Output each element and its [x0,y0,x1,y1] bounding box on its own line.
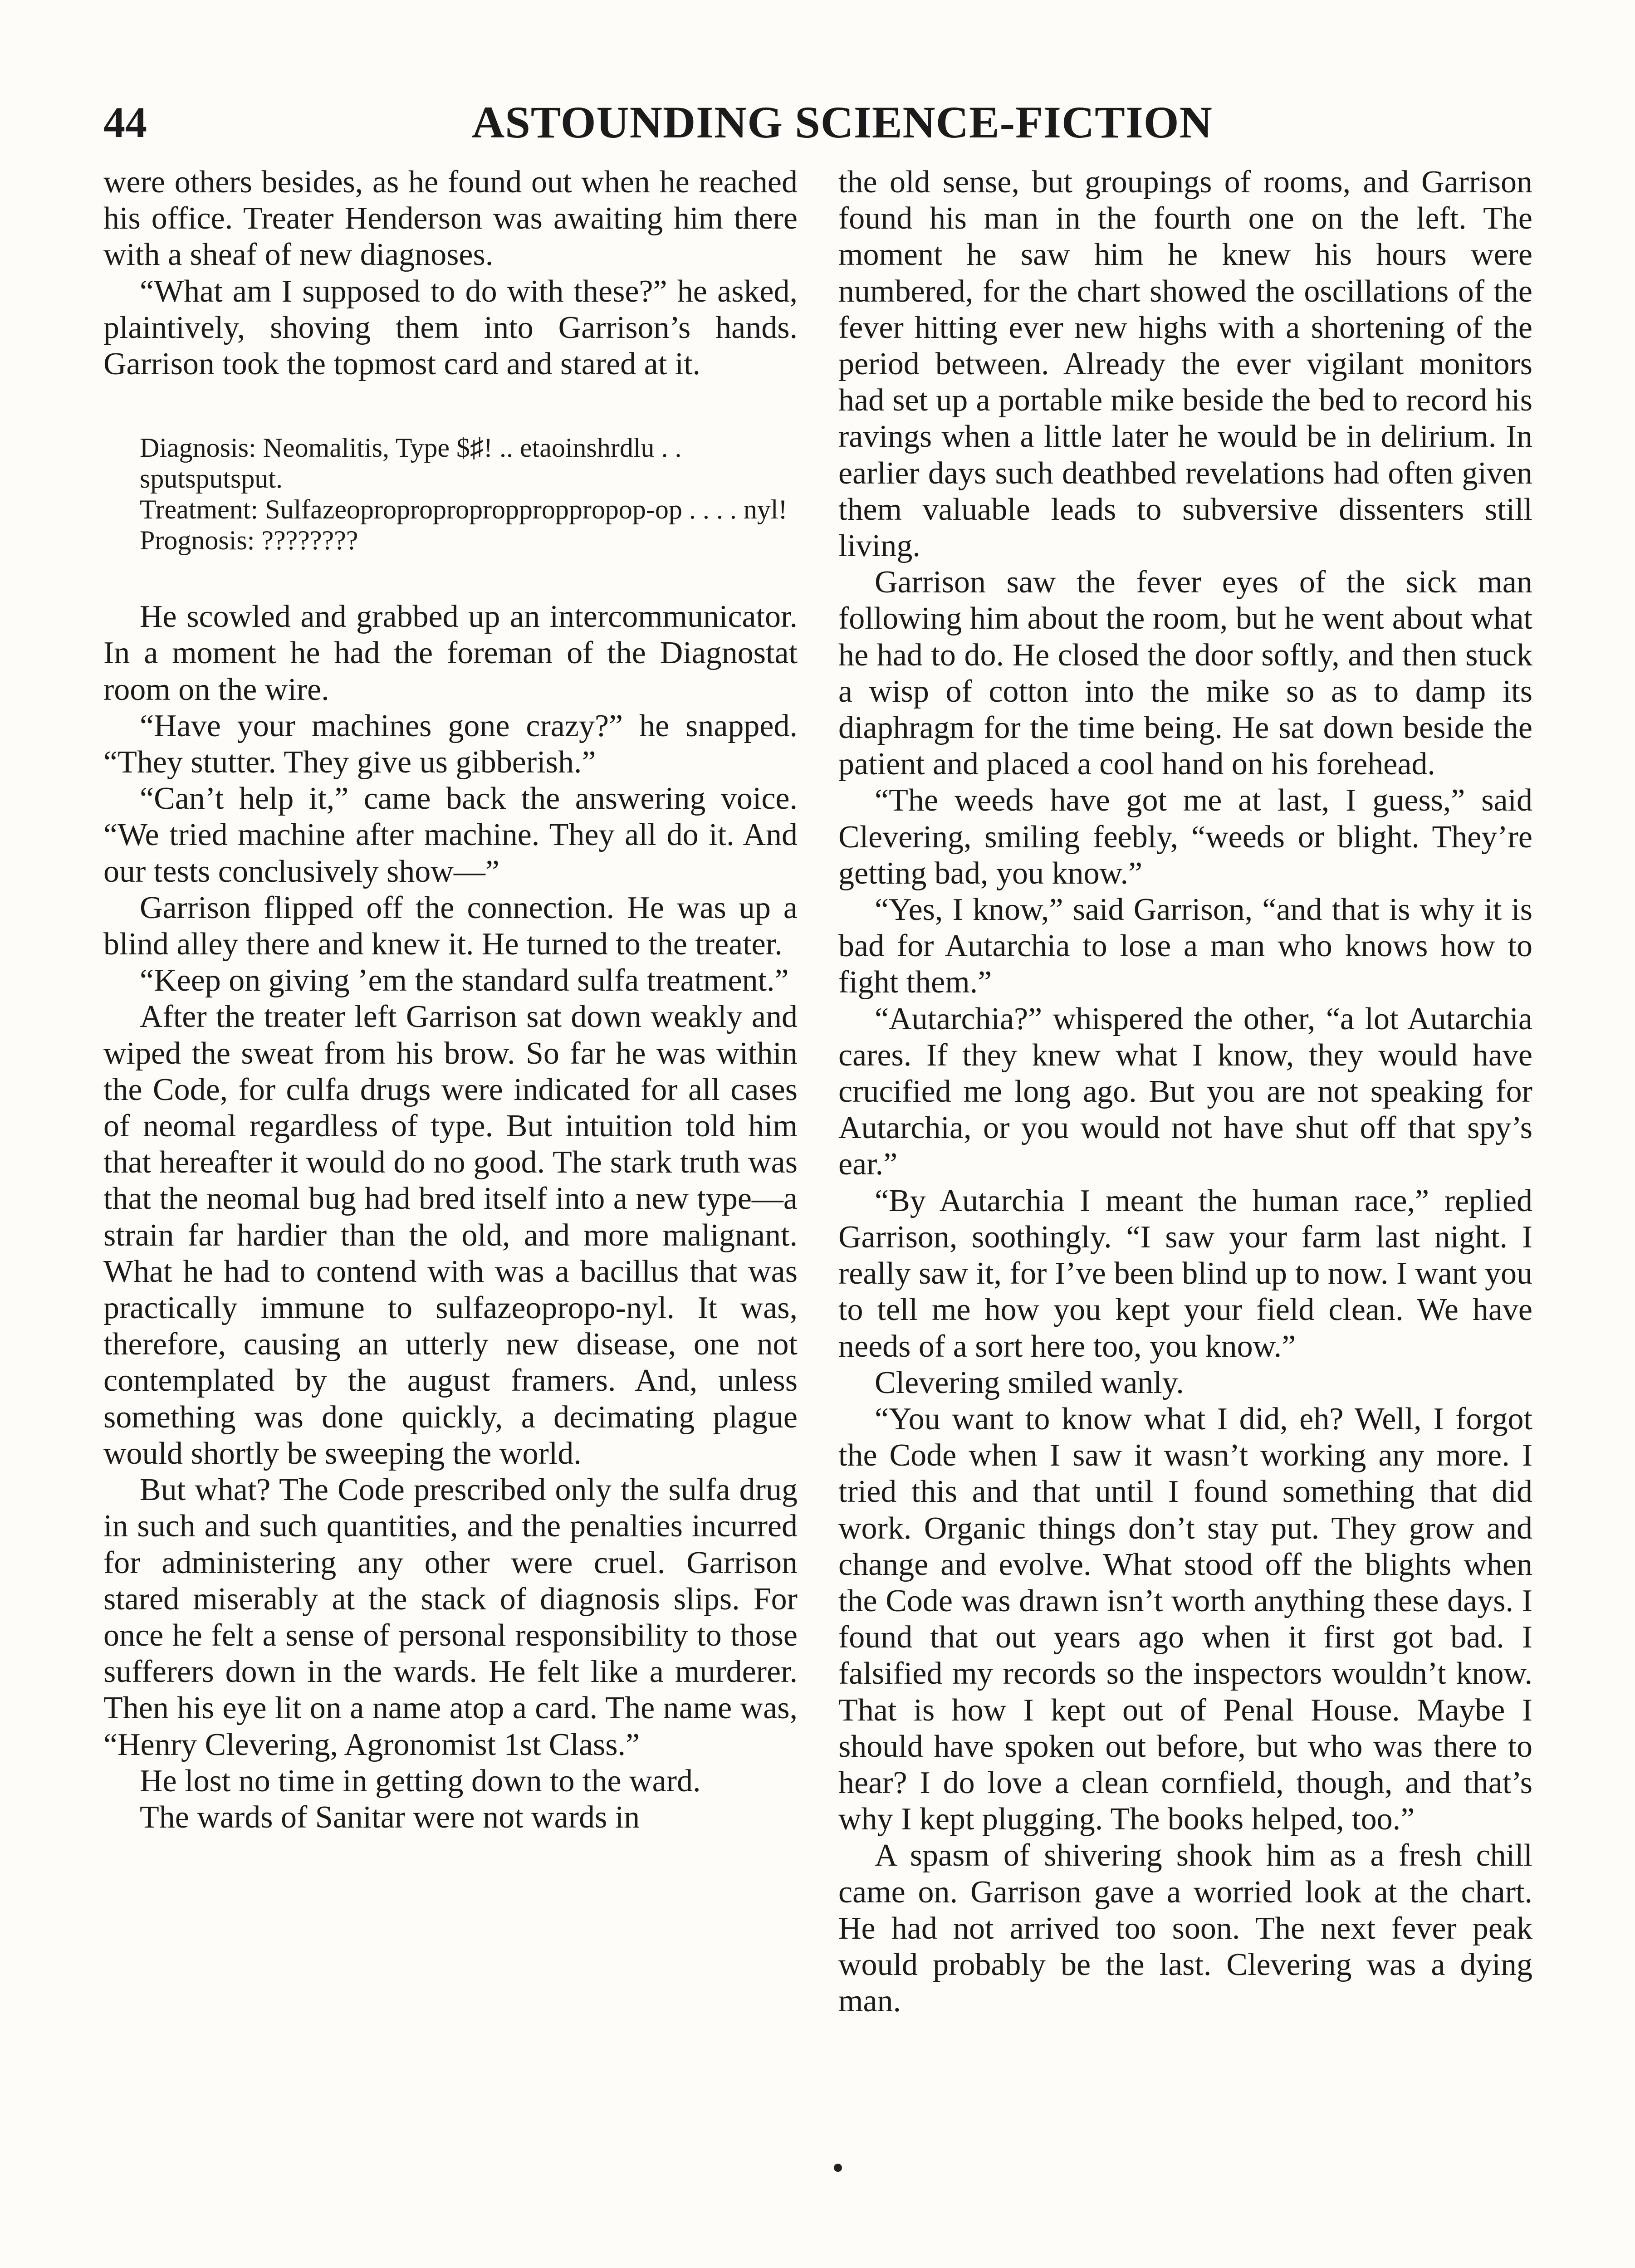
paragraph: Garrison saw the fever eyes of the sick man following him about the room, but he went about what he had to do. He closed the door softly, and then stuck a wisp of cotton into the mike so as to damp its diaphragm for the time being. He sat down beside the patient and placed a cool hand on his forehead. [838,565,1532,782]
paragraph: “Can’t help it,” came back the answering voice. “We tried machine after machine. They all do it. And our tests conclusively show—” [103,781,798,889]
prognosis-line: Prognosis: ???????? [140,525,358,556]
paragraph: He lost no time in getting down to the ward. [140,1763,701,1799]
left-column [103,164,798,1836]
paragraph: Garrison flipped off the connection. He was up a blind alley there and knew it. He turned to the treater. [103,890,798,962]
paragraph: “The weeds have got me at last, I guess,” said Clevering, smiling feebly, “weeds or blight. They’re getting bad, you know.” [838,783,1532,891]
paragraph: After the treater left Garrison sat down weakly and wiped the sweat from his brow. So far he was within the Code, for culfa drugs were indicated for all cases of neomal regardless of type. But intuition told him that hereafter it would do no good. The stark truth was that the neomal bug had bred itself into a new type—a strain far hardier than the old, and more malignant. What he had to contend with was a bacillus that was practically immune to sulfazeopropo-nyl. It was, therefore, causing an utterly new disease, one not contemplated by the august framers. And, unless something was done quickly, a decimating plague would shortly be sweeping the world. [103,999,798,1471]
running-title: ASTOUNDING SCIENCE-FICTION [472,97,1213,147]
paragraph: were others besides, as he found out when he reached his office. Treater Henderson was awaiting him there with a sheaf of new diagnoses. [103,165,798,273]
diagnosis-card [103,432,798,556]
paragraph: “What am I supposed to do with these?” he asked, plaintively, shoving them into Garrison’s hands. Garrison took the topmost card and stared at it. [103,274,798,382]
paragraph: the old sense, but groupings of rooms, and Garrison found his man in the fourth one on the left. The moment he saw him he knew his hours were numbered, for the chart showed the oscillations of the fever hitting ever new highs with a shortening of the period between. Already the ever vigilant monitors had set up a portable mike beside the bed to record his ravings when a little later he would be in delirium. In earlier days such deathbed revelations had often given them valuable leads to subversive dissenters still living. [838,165,1532,564]
right-column [838,164,1532,2019]
paragraph: “Autarchia?” whispered the other, “a lot Autarchia cares. If they knew what I know, they would have crucified me long ago. But you are not speaking for Autarchia, or you would not have shut off that spy’s ear.” [838,1001,1532,1182]
paragraph: The wards of Sanitar were not wards in [140,1799,640,1835]
paragraph: Clevering smiled wanly. [875,1365,1184,1400]
paragraph: “Keep on giving ’em the standard sulfa treatment.” [140,963,789,998]
paragraph: But what? The Code prescribed only the sulfa drug in such and such quantities, and the penalties incurred for administering any other were cruel. Garrison stared miserably at the stack of diagnosis slips. For once he felt a sense of personal responsibility to those sufferers down in the wards. He felt like a murderer. Then his eye lit on a name atop a card. The name was, “Henry Clevering, Agronomist 1st Class.” [103,1472,798,1762]
diagnosis-line: Diagnosis: Neomalitis, Type $♯! .. etaoinshrdlu . . sputsputsput. [140,433,682,494]
paragraph: “You want to know what I did, eh? Well, I forgot the Code when I saw it wasn’t working any more. I tried this and that until I found something that did work. Organic things don’t stay put. They grow and change and evolve. What stood off the blights when the Code was drawn isn’t worth anything these days. I found that out years ago when it first got bad. I falsified my records so the inspectors wouldn’t know. That is how I kept out of Penal House. Maybe I should have spoken out before, but who was there to hear? I do love a clean cornfield, though, and that’s why I kept plugging. The books helped, too.” [838,1401,1532,1837]
paragraph: A spasm of shivering shook him as a fresh chill came on. Garrison gave a worried look at the chart. He had not arrived too soon. The next fever peak would probably be the last. Clevering was a dying man. [838,1838,1532,2019]
paragraph: He scowled and grabbed up an intercommunicator. In a moment he had the foreman of the Diagnostat room on the wire. [103,599,798,707]
paragraph: “Yes, I know,” said Garrison, “and that is why it is bad for Autarchia to lose a man who knows how to fight them.” [838,892,1532,1000]
paragraph: “By Autarchia I meant the human race,” replied Garrison, soothingly. “I saw your farm last night. I really saw it, for I’ve been blind up to now. I want you to tell me how you kept your field clean. We have needs of a sort here too, you know.” [838,1183,1532,1364]
page-header [0,91,1635,159]
ink-spot [834,2164,842,2172]
paragraph: “Have your machines gone crazy?” he snapped. “They stutter. They give us gibberish.” [103,708,798,780]
treatment-line: Treatment: Sulfazeopropropropropproppropop-op . . . . nyl! [140,494,788,525]
page-number: 44 [103,98,147,147]
